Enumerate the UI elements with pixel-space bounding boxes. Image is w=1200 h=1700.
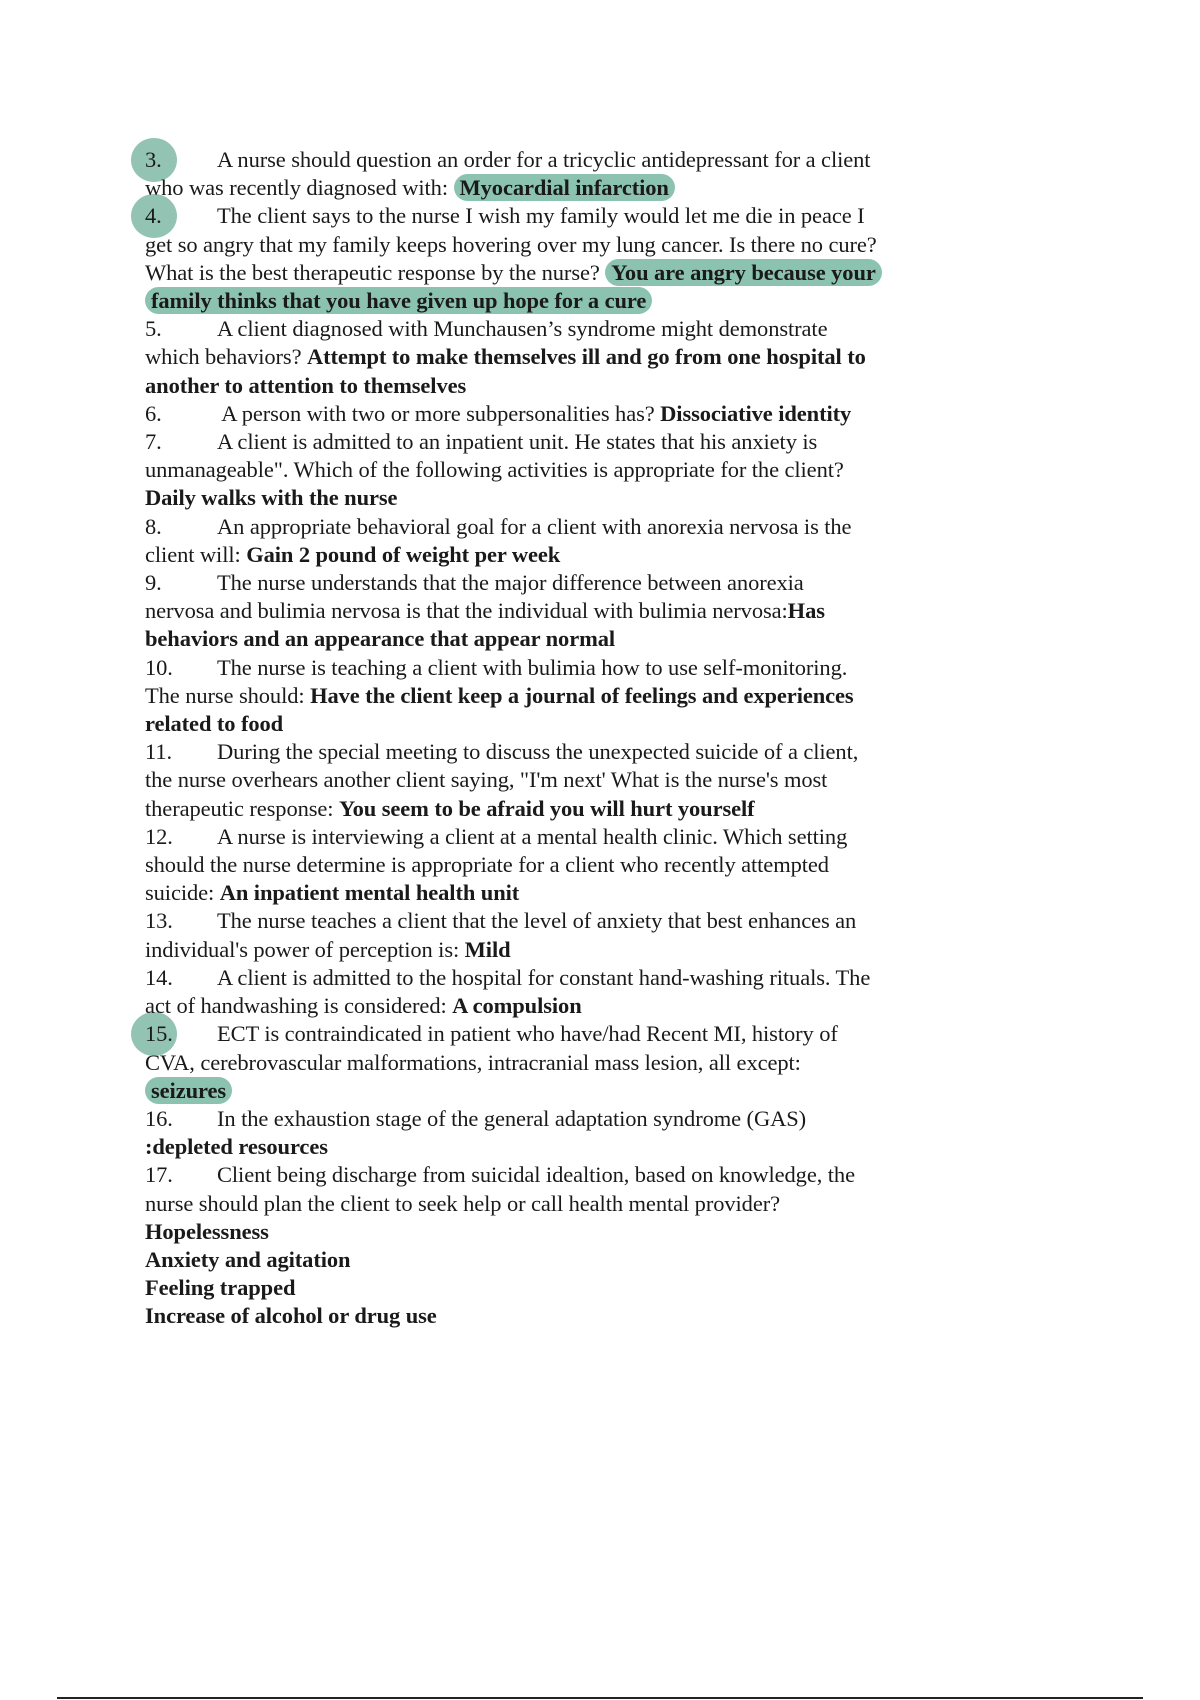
- answer-text: :depleted resources: [145, 1134, 328, 1160]
- question-item: [145, 907, 877, 963]
- question-text: The nurse teaches a client that the level of anxiety that best enhances an individual's power of perception is:: [145, 908, 857, 962]
- question-text: A client is admitted to the hospital for constant hand-washing rituals. The act of handwashing is considered:: [145, 964, 871, 1019]
- footer-rule: [57, 1697, 1143, 1699]
- question-text: An appropriate behavioral goal for a client with anorexia nervosa is the client will:: [145, 513, 852, 567]
- question-number: 17.: [145, 1162, 173, 1188]
- question-number: 11.: [145, 739, 172, 765]
- question-text: Client being discharge from suicidal idealtion, based on knowledge, the nurse should plan the client to seek help or call health mental provider?: [145, 1162, 855, 1216]
- question-number: 7.: [145, 429, 162, 455]
- answer-text: Has behaviors and an appearance that appear normal: [145, 598, 825, 652]
- question-item: [145, 146, 877, 202]
- answer-list-item: Anxiety and agitation: [145, 1246, 351, 1272]
- answer-text: A compulsion: [452, 993, 582, 1019]
- answer-text: Gain 2 pound of weight per week: [246, 541, 561, 567]
- question-list: [145, 146, 877, 1331]
- question-number: 9.: [145, 570, 162, 596]
- answer-text: Dissociative identity: [660, 400, 852, 426]
- question-item: [145, 1105, 877, 1161]
- question-text: ECT is contraindicated in patient who have/had Recent MI, history of CVA, cerebrovascular malformations, intracranial mass lesion, all except:: [145, 1021, 838, 1075]
- answer-text: Attempt to make themselves ill and go from one hospital to another to attention to themselves: [145, 344, 866, 398]
- question-item: [145, 964, 877, 1020]
- answer-text: Mild: [464, 936, 511, 962]
- answer-text: Have the client keep a journal of feelings and experiences related to food: [145, 682, 854, 737]
- question-text: The nurse is teaching a client with bulimia how to use self-monitoring. The nurse should:: [145, 654, 848, 708]
- answer-text: You are angry because your family thinks that you have given up hope for a cure: [145, 259, 882, 314]
- answer-text: You seem to be afraid you will hurt yourself: [338, 795, 755, 821]
- question-number: 8.: [145, 513, 162, 539]
- question-number: 16.: [145, 1105, 173, 1131]
- question-item: [145, 513, 877, 569]
- question-number: 6.: [145, 400, 162, 426]
- answer-text: Daily walks with the nurse: [145, 485, 398, 511]
- answer-list-item: Feeling trapped: [145, 1275, 296, 1301]
- question-text: A person with two or more subpersonalities has?: [217, 400, 661, 426]
- question-item: [145, 654, 877, 739]
- question-number: 14.: [145, 964, 173, 990]
- question-text: In the exhaustion stage of the general adaptation syndrome (GAS): [217, 1105, 807, 1131]
- question-text: A client is admitted to an inpatient unit. He states that his anxiety is unmanageable". Which of the following activities is appropriate for the client?: [145, 429, 844, 483]
- question-item: [145, 202, 877, 315]
- answer-text: An inpatient mental health unit: [219, 880, 520, 906]
- question-item: [145, 1161, 877, 1217]
- question-number: 3.: [145, 146, 217, 174]
- answer-text: Myocardial infarction: [454, 174, 675, 201]
- question-number: 10.: [145, 654, 173, 680]
- question-text: During the special meeting to discuss the unexpected suicide of a client, the nurse overhears another client saying, "I'm next' What is the nurse's most therapeutic response:: [145, 739, 859, 821]
- question-text: A client diagnosed with Munchausen’s syndrome might demonstrate which behaviors?: [145, 316, 828, 370]
- question-item: [145, 569, 877, 654]
- answer-list-item: Increase of alcohol or drug use: [145, 1303, 437, 1329]
- question-number: 5.: [145, 316, 162, 342]
- question-text: A nurse is interviewing a client at a mental health clinic. Which setting should the nurse determine is appropriate for a client who recently attempted suicide:: [145, 823, 848, 906]
- answer-list-item: Hopelessness: [145, 1218, 269, 1244]
- answer-text: seizures: [145, 1077, 232, 1104]
- question-item: [145, 400, 877, 428]
- question-text: The client says to the nurse I wish my family would let me die in peace I get so angry that my family keeps hovering over my lung cancer. Is there no cure? What is the best therapeutic response by the nurse?: [145, 203, 877, 285]
- question-item: [145, 315, 877, 400]
- question-item: [145, 1020, 877, 1105]
- question-text: The nurse understands that the major difference between anorexia nervosa and bulimia nervosa is that the individual with bulimia nervosa:: [145, 570, 804, 624]
- question-item: [145, 823, 877, 908]
- question-text: A nurse should question an order for a tricyclic antidepressant for a client who was recently diagnosed with:: [145, 147, 871, 201]
- question-number: 13.: [145, 908, 173, 934]
- question-number: 15.: [145, 1020, 217, 1048]
- question-number: 4.: [145, 202, 217, 230]
- question-item: [145, 428, 877, 513]
- question-number: 12.: [145, 823, 173, 849]
- question-item: [145, 738, 877, 823]
